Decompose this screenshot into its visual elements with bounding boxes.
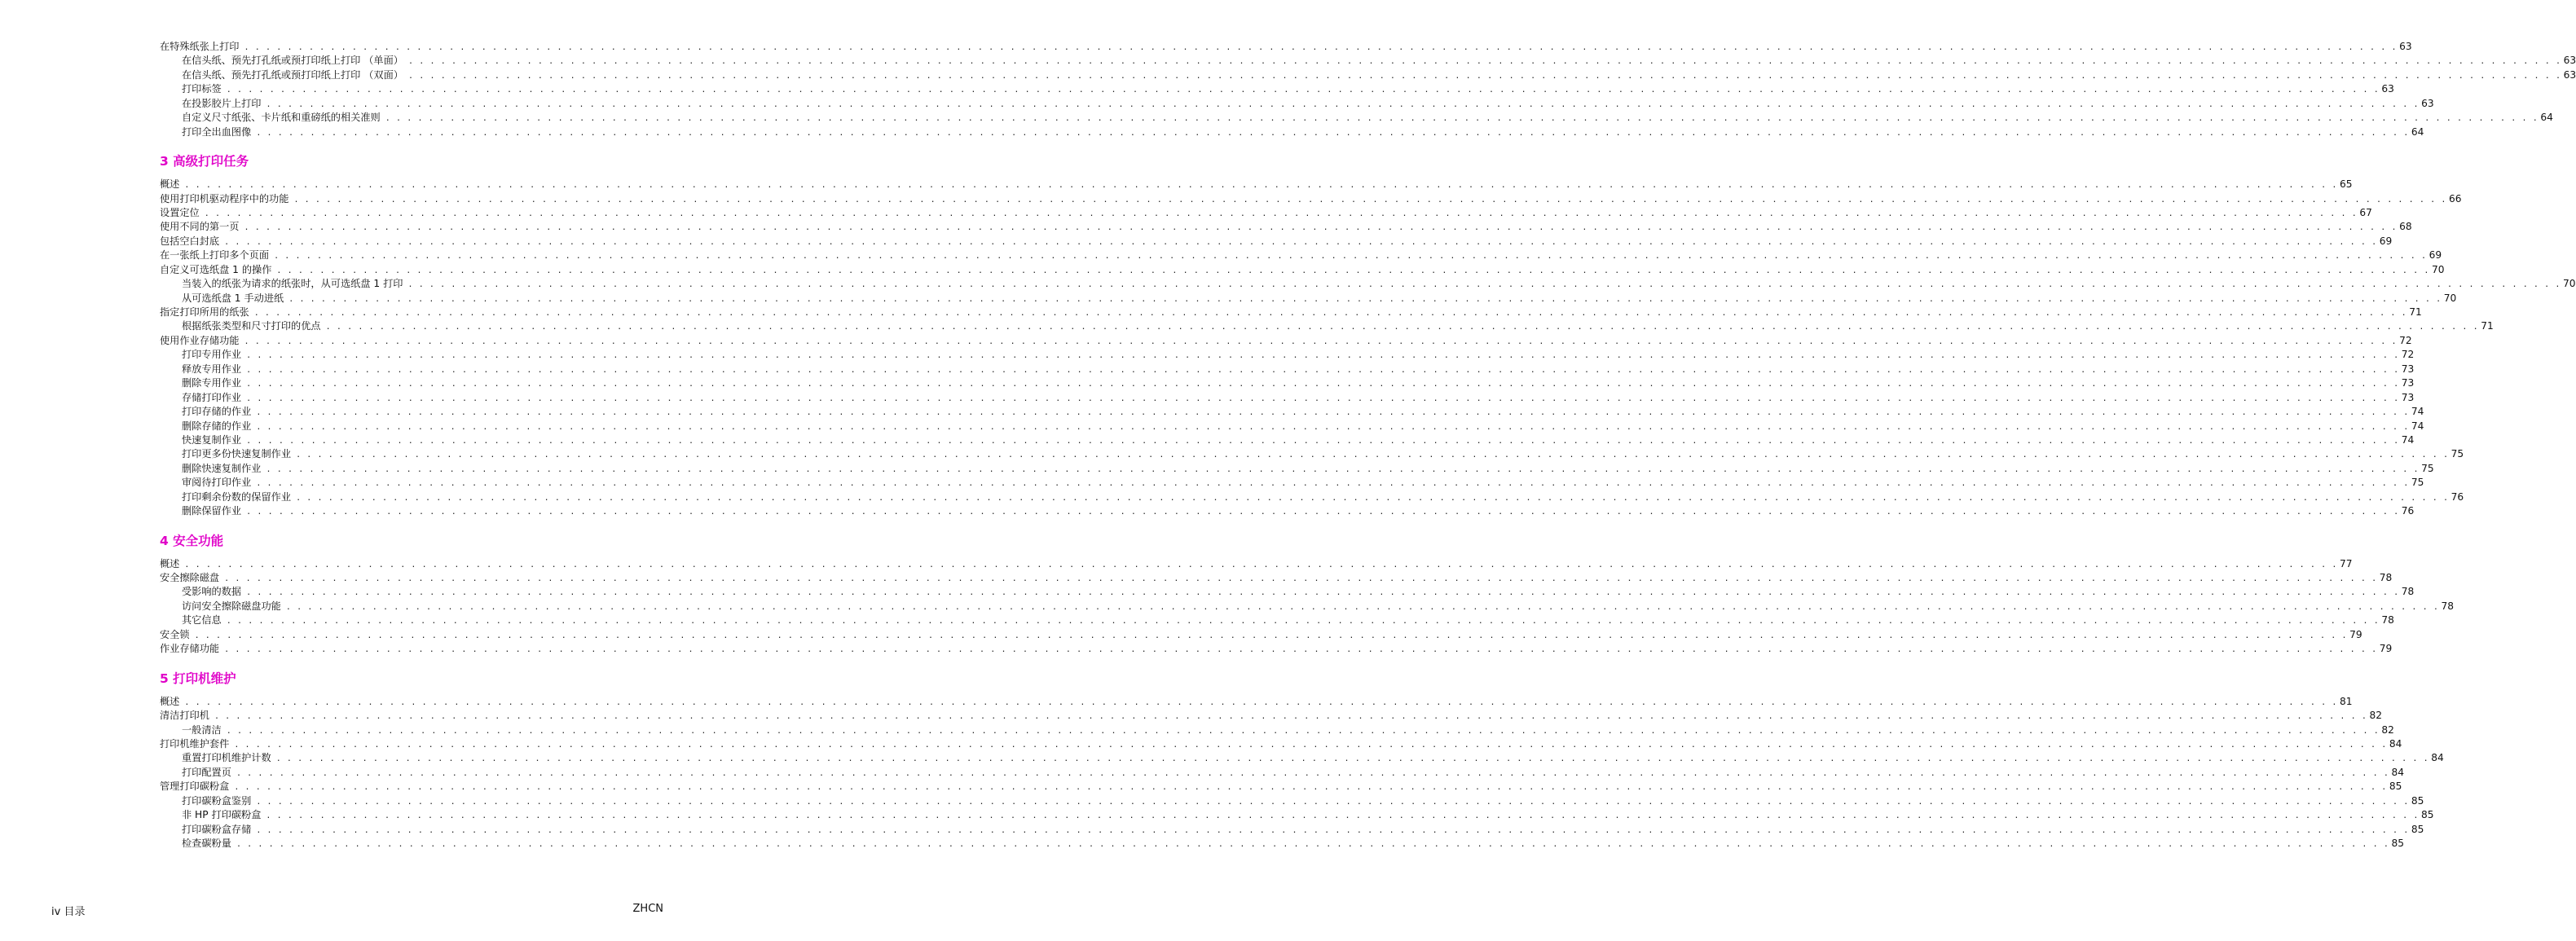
dot-leader: . . . . . . . . . . . . . . . . . . . . . . . . . . . . . . . . . . . . . . . . . . . . . . . . . . . . . . . . . . . . . . . . . . . . . . . . . . . . . . . . . . . . . . . . . . . . . . . . . . . . . . . . . . . . . . . . . . . . . . . . . . . . . . . . . . . . . . . . . . . . . . . . . . . . . . . . . . . . . . . . . . . . . . . . . . . . . . . . . . . . . . . . . . . . . . . . . . . . . . . . bbox=[266, 811, 2419, 821]
dot-leader: . . . . . . . . . . . . . . . . . . . . . . . . . . . . . . . . . . . . . . . . . . . . . . . . . . . . . . . . . . . . . . . . . . . . . . . . . . . . . . . . . . . . . . . . . . . . . . . . . . . . . . . . . . . . . . . . . . . . . . . . . . . . . . . . . . . . . . . . . . . . . . . . . . . . . . . . . . . . . . . . . . . . . . . . . . . . . . . . . . . . . . . . . . . . . . . . . . . . . . . . bbox=[244, 336, 2398, 346]
dot-leader: . . . . . . . . . . . . . . . . . . . . . . . . . . . . . . . . . . . . . . . . . . . . . . . . . . . . . . . . . . . . . . . . . . . . . . . . . . . . . . . . . . . . . . . . . . . . . . . . . . . . . . . . . . . . . . . . . . . . . . . . . . . . . . . . . . . . . . . . . . . . . . . . . . . . . . . . . . . . . . . . . . . . . . . . . . . . . . . . . . . . . . . . . . . . . . . . . . . . . . . . bbox=[253, 309, 2407, 318]
toc-entry-page-number: 85 bbox=[2411, 794, 2424, 807]
toc-subentry[interactable] bbox=[160, 376, 2415, 390]
toc-entry-page-number: 85 bbox=[2411, 823, 2424, 835]
toc-entry-page-number: 67 bbox=[2359, 206, 2372, 218]
dot-leader: . . . . . . . . . . . . . . . . . . . . . . . . . . . . . . . . . . . . . . . . . . . . . . . . . . . . . . . . . . . . . . . . . . . . . . . . . . . . . . . . . . . . . . . . . . . . . . . . . . . . . . . . . . . . . . . . . . . . . . . . . . . . . . . . . . . . . . . . . . . . . . . . . . . . . . . . . . . . . . . . . . . . . . . . . . . . . . . . . . . . . . . . . . . . . . . . . . . . . . . . bbox=[408, 71, 2561, 81]
footer-page-label: iv 目录 bbox=[51, 906, 86, 918]
toc-entry-title: 打印更多份快速复制作业 bbox=[182, 448, 292, 460]
toc-entry-title: 概述 bbox=[160, 178, 180, 191]
toc-entry-page-number: 72 bbox=[2399, 334, 2412, 346]
toc-entry-page-number: 64 bbox=[2540, 112, 2553, 124]
toc-subentry[interactable] bbox=[160, 794, 2424, 808]
toc-entry[interactable] bbox=[160, 695, 2353, 709]
toc-entry-title: 删除保留作业 bbox=[182, 505, 242, 517]
toc-entry-title: 打印碳粉盒鉴别 bbox=[182, 794, 252, 807]
toc-subentry[interactable] bbox=[160, 405, 2424, 419]
toc-entry-page-number: 78 bbox=[2441, 600, 2454, 612]
dot-leader: . . . . . . . . . . . . . . . . . . . . . . . . . . . . . . . . . . . . . . . . . . . . . . . . . . . . . . . . . . . . . . . . . . . . . . . . . . . . . . . . . . . . . . . . . . . . . . . . . . . . . . . . . . . . . . . . . . . . . . . . . . . . . . . . . . . . . . . . . . . . . . . . . . . . . . . . . . . . . . . . . . . . . . . . . . . . . . . . . . . . . . . . . . . . . . . . . . . . . . . . bbox=[246, 365, 2399, 375]
toc-entry-title: 检查碳粉量 bbox=[182, 838, 231, 849]
toc-subentry[interactable] bbox=[160, 319, 2494, 333]
toc-entry-page-number: 63 bbox=[2563, 68, 2576, 81]
toc-subentry[interactable] bbox=[160, 54, 2576, 68]
toc-entry-title: 在信头纸、预先打孔纸或预打印纸上打印 （单面） bbox=[182, 55, 403, 67]
dot-leader: . . . . . . . . . . . . . . . . . . . . . . . . . . . . . . . . . . . . . . . . . . . . . . . . . . . . . . . . . . . . . . . . . . . . . . . . . . . . . . . . . . . . . . . . . . . . . . . . . . . . . . . . . . . . . . . . . . . . . . . . . . . . . . . . . . . . . . . . . . . . . . . . . . . . . . . . . . . . . . . . . . . . . . . . . . . . . . . . . . . . . . . . . . . . . . . . . . . . . . . . bbox=[296, 451, 2449, 460]
dot-leader: . . . . . . . . . . . . . . . . . . . . . . . . . . . . . . . . . . . . . . . . . . . . . . . . . . . . . . . . . . . . . . . . . . . . . . . . . . . . . . . . . . . . . . . . . . . . . . . . . . . . . . . . . . . . . . . . . . . . . . . . . . . . . . . . . . . . . . . . . . . . . . . . . . . . . . . . . . . . . . . . . . . . . . . . . . . . . . . . . . . . . . . . . . . . . . . . . . . . . . . . bbox=[296, 493, 2449, 503]
dot-leader: . . . . . . . . . . . . . . . . . . . . . . . . . . . . . . . . . . . . . . . . . . . . . . . . . . . . . . . . . . . . . . . . . . . . . . . . . . . . . . . . . . . . . . . . . . . . . . . . . . . . . . . . . . . . . . . . . . . . . . . . . . . . . . . . . . . . . . . . . . . . . . . . . . . . . . . . . . . . . . . . . . . . . . . . . . . . . . . . . . . . . . . . . . . . . . . . . . . . . . . . bbox=[236, 840, 2389, 849]
toc-entry-title: 打印存储的作业 bbox=[182, 406, 252, 418]
toc-entry-title: 当装入的纸张为请求的纸张时，从可选纸盘 1 打印 bbox=[182, 278, 403, 290]
dot-leader: . . . . . . . . . . . . . . . . . . . . . . . . . . . . . . . . . . . . . . . . . . . . . . . . . . . . . . . . . . . . . . . . . . . . . . . . . . . . . . . . . . . . . . . . . . . . . . . . . . . . . . . . . . . . . . . . . . . . . . . . . . . . . . . . . . . . . . . . . . . . . . . . . . . . . . . . . . . . . . . . . . . . . . . . . . . . . . . . . . . . . . . . . . . . . . . . . . . . . . . . bbox=[224, 645, 2377, 655]
toc-entry-title: 受影响的数据 bbox=[182, 586, 242, 598]
toc-entry[interactable] bbox=[160, 780, 2402, 794]
dot-leader: . . . . . . . . . . . . . . . . . . . . . . . . . . . . . . . . . . . . . . . . . . . . . . . . . . . . . . . . . . . . . . . . . . . . . . . . . . . . . . . . . . . . . . . . . . . . . . . . . . . . . . . . . . . . . . . . . . . . . . . . . . . . . . . . . . . . . . . . . . . . . . . . . . . . . . . . . . . . . . . . . . . . . . . . . . . . . . . . . . . . . . . . . . . . . . . . . . . . . . . . bbox=[256, 408, 2409, 418]
toc-entry[interactable] bbox=[160, 235, 2393, 248]
toc-entry-title: 自定义尺寸纸张、卡片纸和重磅纸的相关准则 bbox=[182, 112, 381, 124]
dot-leader: . . . . . . . . . . . . . . . . . . . . . . . . . . . . . . . . . . . . . . . . . . . . . . . . . . . . . . . . . . . . . . . . . . . . . . . . . . . . . . . . . . . . . . . . . . . . . . . . . . . . . . . . . . . . . . . . . . . . . . . . . . . . . . . . . . . . . . . . . . . . . . . . . . . . . . . . . . . . . . . . . . . . . . . . . . . . . . . . . . . . . . . . . . . . . . . . . . . . . . . . bbox=[274, 252, 2427, 262]
toc-entry-title: 安全锁 bbox=[160, 628, 190, 640]
footer-locale-code: ZHCN bbox=[632, 903, 663, 915]
toc-subentry[interactable] bbox=[160, 97, 2434, 111]
dot-leader: . . . . . . . . . . . . . . . . . . . . . . . . . . . . . . . . . . . . . . . . . . . . . . . . . . . . . . . . . . . . . . . . . . . . . . . . . . . . . . . . . . . . . . . . . . . . . . . . . . . . . . . . . . . . . . . . . . . . . . . . . . . . . . . . . . . . . . . . . . . . . . . . . . . . . . . . . . . . . . . . . . . . . . . . . . . . . . . . . . . . . . . . . . . . . . . . . . . . . . . . bbox=[407, 280, 2561, 290]
toc-entry-page-number: 63 bbox=[2563, 55, 2576, 67]
dot-leader: . . . . . . . . . . . . . . . . . . . . . . . . . . . . . . . . . . . . . . . . . . . . . . . . . . . . . . . . . . . . . . . . . . . . . . . . . . . . . . . . . . . . . . . . . . . . . . . . . . . . . . . . . . . . . . . . . . . . . . . . . . . . . . . . . . . . . . . . . . . . . . . . . . . . . . . . . . . . . . . . . . . . . . . . . . . . . . . . . . . . . . . . . . . . . . . . . . . . . . . . bbox=[244, 43, 2398, 52]
dot-leader: . . . . . . . . . . . . . . . . . . . . . . . . . . . . . . . . . . . . . . . . . . . . . . . . . . . . . . . . . . . . . . . . . . . . . . . . . . . . . . . . . . . . . . . . . . . . . . . . . . . . . . . . . . . . . . . . . . . . . . . . . . . . . . . . . . . . . . . . . . . . . . . . . . . . . . . . . . . . . . . . . . . . . . . . . . . . . . . . . . . . . . . . . . . . . . . . . . . . . . . . bbox=[385, 114, 2539, 124]
toc-subentry[interactable] bbox=[160, 348, 2415, 362]
toc-subentry[interactable] bbox=[160, 808, 2434, 822]
toc-entry-title: 重置打印机维护计数 bbox=[182, 752, 271, 764]
dot-leader: . . . . . . . . . . . . . . . . . . . . . . . . . . . . . . . . . . . . . . . . . . . . . . . . . . . . . . . . . . . . . . . . . . . . . . . . . . . . . . . . . . . . . . . . . . . . . . . . . . . . . . . . . . . . . . . . . . . . . . . . . . . . . . . . . . . . . . . . . . . . . . . . . . . . . . . . . . . . . . . . . . . . . . . . . . . . . . . . . . . . . . . . . . . . . . . . . . . . . . . . bbox=[246, 588, 2399, 598]
toc-entry[interactable] bbox=[160, 248, 2442, 262]
dot-leader: . . . . . . . . . . . . . . . . . . . . . . . . . . . . . . . . . . . . . . . . . . . . . . . . . . . . . . . . . . . . . . . . . . . . . . . . . . . . . . . . . . . . . . . . . . . . . . . . . . . . . . . . . . . . . . . . . . . . . . . . . . . . . . . . . . . . . . . . . . . . . . . . . . . . . . . . . . . . . . . . . . . . . . . . . . . . . . . . . . . . . . . . . . . . . . . . . . . . . . . . bbox=[275, 754, 2429, 764]
toc-entry[interactable] bbox=[160, 737, 2402, 751]
toc-entry-page-number: 71 bbox=[2481, 320, 2494, 332]
toc-subentry[interactable] bbox=[160, 837, 2405, 851]
toc-subentry[interactable] bbox=[160, 447, 2464, 461]
toc-entry-page-number: 78 bbox=[2381, 614, 2394, 627]
dot-leader: . . . . . . . . . . . . . . . . . . . . . . . . . . . . . . . . . . . . . . . . . . . . . . . . . . . . . . . . . . . . . . . . . . . . . . . . . . . . . . . . . . . . . . . . . . . . . . . . . . . . . . . . . . . . . . . . . . . . . . . . . . . . . . . . . . . . . . . . . . . . . . . . . . . . . . . . . . . . . . . . . . . . . . . . . . . . . . . . . . . . . . . . . . . . . . . . . . . . . . . . bbox=[224, 574, 2377, 583]
toc-entry-page-number: 85 bbox=[2389, 781, 2402, 793]
dot-leader: . . . . . . . . . . . . . . . . . . . . . . . . . . . . . . . . . . . . . . . . . . . . . . . . . . . . . . . . . . . . . . . . . . . . . . . . . . . . . . . . . . . . . . . . . . . . . . . . . . . . . . . . . . . . . . . . . . . . . . . . . . . . . . . . . . . . . . . . . . . . . . . . . . . . . . . . . . . . . . . . . . . . . . . . . . . . . . . . . . . . . . . . . . . . . . . . . . . . . . . . bbox=[276, 266, 2429, 275]
toc-entry-title: 打印全出血图像 bbox=[182, 125, 252, 138]
toc-entry-page-number: 84 bbox=[2391, 766, 2405, 778]
dot-leader: . . . . . . . . . . . . . . . . . . . . . . . . . . . . . . . . . . . . . . . . . . . . . . . . . . . . . . . . . . . . . . . . . . . . . . . . . . . . . . . . . . . . . . . . . . . . . . . . . . . . . . . . . . . . . . . . . . . . . . . . . . . . . . . . . . . . . . . . . . . . . . . . . . . . . . . . . . . . . . . . . . . . . . . . . . . . . . . . . . . . . . . . . . . . . . . . . . . . . . . . bbox=[246, 394, 2399, 403]
toc-subentry[interactable] bbox=[160, 476, 2424, 490]
toc-entry-page-number: 63 bbox=[2399, 41, 2412, 52]
toc-entry-page-number: 84 bbox=[2431, 752, 2444, 764]
toc-entry-title: 包括空白封底 bbox=[160, 235, 220, 247]
toc-entry-title: 使用作业存储功能 bbox=[160, 334, 240, 346]
toc-entry-title: 一般清洁 bbox=[182, 723, 222, 736]
toc-entry-title: 安全擦除磁盘 bbox=[160, 572, 220, 583]
dot-leader: . . . . . . . . . . . . . . . . . . . . . . . . . . . . . . . . . . . . . . . . . . . . . . . . . . . . . . . . . . . . . . . . . . . . . . . . . . . . . . . . . . . . . . . . . . . . . . . . . . . . . . . . . . . . . . . . . . . . . . . . . . . . . . . . . . . . . . . . . . . . . . . . . . . . . . . . . . . . . . . . . . . . . . . . . . . . . . . . . . . . . . . . . . . . . . . . . . . . . . . . bbox=[246, 351, 2399, 361]
toc-entry-title: 自定义可选纸盘 1 的操作 bbox=[160, 263, 272, 275]
toc-subentry[interactable] bbox=[160, 82, 2394, 96]
toc-entry-title: 打印专用作业 bbox=[182, 349, 242, 361]
dot-leader: . . . . . . . . . . . . . . . . . . . . . . . . . . . . . . . . . . . . . . . . . . . . . . . . . . . . . . . . . . . . . . . . . . . . . . . . . . . . . . . . . . . . . . . . . . . . . . . . . . . . . . . . . . . . . . . . . . . . . . . . . . . . . . . . . . . . . . . . . . . . . . . . . . . . . . . . . . . . . . . . . . . . . . . . . . . . . . . . . . . . . . . . . . . . . . . . . . . . . . . . bbox=[204, 209, 2358, 218]
toc-entry-title: 概述 bbox=[160, 557, 180, 569]
toc-entry-page-number: 76 bbox=[2401, 505, 2415, 517]
dot-leader: . . . . . . . . . . . . . . . . . . . . . . . . . . . . . . . . . . . . . . . . . . . . . . . . . . . . . . . . . . . . . . . . . . . . . . . . . . . . . . . . . . . . . . . . . . . . . . . . . . . . . . . . . . . . . . . . . . . . . . . . . . . . . . . . . . . . . . . . . . . . . . . . . . . . . . . . . . . . . . . . . . . . . . . . . . . . . . . . . . . . . . . . . . . . . . . . . . . . . . . . bbox=[234, 740, 2387, 750]
toc-subentry[interactable] bbox=[160, 125, 2424, 139]
toc-entry-page-number: 64 bbox=[2411, 125, 2424, 138]
toc-entry[interactable] bbox=[160, 642, 2393, 656]
dot-leader: . . . . . . . . . . . . . . . . . . . . . . . . . . . . . . . . . . . . . . . . . . . . . . . . . . . . . . . . . . . . . . . . . . . . . . . . . . . . . . . . . . . . . . . . . . . . . . . . . . . . . . . . . . . . . . . . . . . . . . . . . . . . . . . . . . . . . . . . . . . . . . . . . . . . . . . . . . . . . . . . . . . . . . . . . . . . . . . . . . . . . . . . . . . . . . . . . . . . . . . . bbox=[226, 86, 2380, 95]
toc-entry-page-number: 66 bbox=[2449, 192, 2462, 204]
toc-entry-title: 从可选纸盘 1 手动进纸 bbox=[182, 292, 284, 304]
toc-entry-page-number: 78 bbox=[2401, 586, 2415, 598]
toc-subentry[interactable] bbox=[160, 292, 2457, 306]
toc-entry-title: 打印碳粉盒存储 bbox=[182, 823, 252, 835]
dot-leader: . . . . . . . . . . . . . . . . . . . . . . . . . . . . . . . . . . . . . . . . . . . . . . . . . . . . . . . . . . . . . . . . . . . . . . . . . . . . . . . . . . . . . . . . . . . . . . . . . . . . . . . . . . . . . . . . . . . . . . . . . . . . . . . . . . . . . . . . . . . . . . . . . . . . . . . . . . . . . . . . . . . . . . . . . . . . . . . . . . . . . . . . . . . . . . . . . . . . . . . . bbox=[184, 560, 2337, 569]
toc-entry-page-number: 79 bbox=[2349, 628, 2362, 640]
toc-entry[interactable] bbox=[160, 306, 2422, 319]
toc-entry[interactable] bbox=[160, 178, 2353, 191]
toc-entry-page-number: 69 bbox=[2428, 249, 2442, 262]
toc-entry-page-number: 63 bbox=[2421, 97, 2434, 109]
toc-entry-page-number: 78 bbox=[2379, 572, 2393, 583]
dot-leader: . . . . . . . . . . . . . . . . . . . . . . . . . . . . . . . . . . . . . . . . . . . . . . . . . . . . . . . . . . . . . . . . . . . . . . . . . . . . . . . . . . . . . . . . . . . . . . . . . . . . . . . . . . . . . . . . . . . . . . . . . . . . . . . . . . . . . . . . . . . . . . . . . . . . . . . . . . . . . . . . . . . . . . . . . . . . . . . . . . . . . . . . . . . . . . . . . . . . . . . . bbox=[236, 768, 2389, 778]
toc-entry-page-number: 81 bbox=[2339, 695, 2353, 707]
toc-entry-page-number: 85 bbox=[2420, 809, 2434, 821]
toc-section bbox=[160, 40, 2576, 139]
toc-section bbox=[160, 669, 2444, 851]
toc-entry-title: 删除快速复制作业 bbox=[182, 462, 262, 474]
toc-entry-page-number: 79 bbox=[2379, 643, 2393, 655]
toc-entry-title: 其它信息 bbox=[182, 614, 222, 627]
toc-entry-title: 访问安全擦除磁盘功能 bbox=[182, 600, 281, 612]
dot-leader: . . . . . . . . . . . . . . . . . . . . . . . . . . . . . . . . . . . . . . . . . . . . . . . . . . . . . . . . . . . . . . . . . . . . . . . . . . . . . . . . . . . . . . . . . . . . . . . . . . . . . . . . . . . . . . . . . . . . . . . . . . . . . . . . . . . . . . . . . . . . . . . . . . . . . . . . . . . . . . . . . . . . . . . . . . . . . . . . . . . . . . . . . . . . . . . . . . . . . . . . bbox=[246, 436, 2399, 446]
toc-entry-page-number: 68 bbox=[2399, 221, 2412, 233]
toc-entry-title: 指定打印所用的纸张 bbox=[160, 306, 249, 318]
chapter-heading: 4 安全功能 bbox=[160, 533, 224, 548]
dot-leader: . . . . . . . . . . . . . . . . . . . . . . . . . . . . . . . . . . . . . . . . . . . . . . . . . . . . . . . . . . . . . . . . . . . . . . . . . . . . . . . . . . . . . . . . . . . . . . . . . . . . . . . . . . . . . . . . . . . . . . . . . . . . . . . . . . . . . . . . . . . . . . . . . . . . . . . . . . . . . . . . . . . . . . . . . . . . . . . . . . . . . . . . . . . . . . . . . . . . . . . . bbox=[408, 57, 2561, 67]
toc-entry[interactable] bbox=[160, 557, 2353, 571]
toc-subentry[interactable] bbox=[160, 111, 2553, 125]
toc-entry-page-number: 63 bbox=[2381, 83, 2394, 95]
toc-entry-title: 释放专用作业 bbox=[182, 363, 242, 375]
toc-entry-title: 非 HP 打印碳粉盒 bbox=[182, 809, 262, 821]
toc-entry-title: 使用打印机驱动程序中的功能 bbox=[160, 192, 289, 204]
toc-entry-page-number: 76 bbox=[2451, 490, 2464, 503]
dot-leader: . . . . . . . . . . . . . . . . . . . . . . . . . . . . . . . . . . . . . . . . . . . . . . . . . . . . . . . . . . . . . . . . . . . . . . . . . . . . . . . . . . . . . . . . . . . . . . . . . . . . . . . . . . . . . . . . . . . . . . . . . . . . . . . . . . . . . . . . . . . . . . . . . . . . . . . . . . . . . . . . . . . . . . . . . . . . . . . . . . . . . . . . . . . . . . . . . . . . . . . . bbox=[184, 697, 2337, 707]
toc-subentry[interactable] bbox=[160, 420, 2424, 433]
toc-entry-page-number: 73 bbox=[2401, 363, 2415, 375]
toc-entry-page-number: 73 bbox=[2401, 391, 2415, 403]
dot-leader: . . . . . . . . . . . . . . . . . . . . . . . . . . . . . . . . . . . . . . . . . . . . . . . . . . . . . . . . . . . . . . . . . . . . . . . . . . . . . . . . . . . . . . . . . . . . . . . . . . . . . . . . . . . . . . . . . . . . . . . . . . . . . . . . . . . . . . . . . . . . . . . . . . . . . . . . . . . . . . . . . . . . . . . . . . . . . . . . . . . . . . . . . . . . . . . . . . . . . . . . bbox=[234, 783, 2387, 793]
toc-entry-page-number: 69 bbox=[2379, 235, 2393, 247]
toc-entry-title: 在投影胶片上打印 bbox=[182, 97, 262, 109]
dot-leader: . . . . . . . . . . . . . . . . . . . . . . . . . . . . . . . . . . . . . . . . . . . . . . . . . . . . . . . . . . . . . . . . . . . . . . . . . . . . . . . . . . . . . . . . . . . . . . . . . . . . . . . . . . . . . . . . . . . . . . . . . . . . . . . . . . . . . . . . . . . . . . . . . . . . . . . . . . . . . . . . . . . . . . . . . . . . . . . . . . . . . . . . . . . . . . . . . . . . . . . . bbox=[256, 825, 2409, 835]
toc-entry-page-number: 84 bbox=[2389, 737, 2402, 750]
toc-entry-title: 管理打印碳粉盒 bbox=[160, 781, 230, 793]
dot-leader: . . . . . . . . . . . . . . . . . . . . . . . . . . . . . . . . . . . . . . . . . . . . . . . . . . . . . . . . . . . . . . . . . . . . . . . . . . . . . . . . . . . . . . . . . . . . . . . . . . . . . . . . . . . . . . . . . . . . . . . . . . . . . . . . . . . . . . . . . . . . . . . . . . . . . . . . . . . . . . . . . . . . . . . . . . . . . . . . . . . . . . . . . . . . . . . . . . . . . . . . bbox=[246, 508, 2399, 517]
toc-entry-title: 在特殊纸张上打印 bbox=[160, 41, 240, 52]
toc-subentry[interactable] bbox=[160, 277, 2576, 291]
toc-entry-page-number: 65 bbox=[2339, 178, 2353, 191]
dot-leader: . . . . . . . . . . . . . . . . . . . . . . . . . . . . . . . . . . . . . . . . . . . . . . . . . . . . . . . . . . . . . . . . . . . . . . . . . . . . . . . . . . . . . . . . . . . . . . . . . . . . . . . . . . . . . . . . . . . . . . . . . . . . . . . . . . . . . . . . . . . . . . . . . . . . . . . . . . . . . . . . . . . . . . . . . . . . . . . . . . . . . . . . . . . . . . . . . . . . . . . . bbox=[293, 195, 2447, 204]
toc-subentry[interactable] bbox=[160, 504, 2415, 518]
toc-subentry[interactable] bbox=[160, 68, 2576, 82]
toc-entry-page-number: 77 bbox=[2339, 557, 2353, 569]
toc-entry-title: 概述 bbox=[160, 695, 180, 707]
toc-entry-page-number: 82 bbox=[2369, 710, 2383, 722]
toc-entry-page-number: 70 bbox=[2431, 263, 2445, 275]
toc-entry-page-number: 75 bbox=[2411, 477, 2424, 489]
toc-subentry[interactable] bbox=[160, 462, 2434, 476]
toc-subentry[interactable] bbox=[160, 363, 2415, 376]
toc-entry-title: 存储打印作业 bbox=[182, 391, 242, 403]
toc-entry[interactable] bbox=[160, 220, 2412, 234]
dot-leader: . . . . . . . . . . . . . . . . . . . . . . . . . . . . . . . . . . . . . . . . . . . . . . . . . . . . . . . . . . . . . . . . . . . . . . . . . . . . . . . . . . . . . . . . . . . . . . . . . . . . . . . . . . . . . . . . . . . . . . . . . . . . . . . . . . . . . . . . . . . . . . . . . . . . . . . . . . . . . . . . . . . . . . . . . . . . . . . . . . . . . . . . . . . . . . . . . . . . . . . . bbox=[256, 797, 2409, 807]
toc-entry-page-number: 75 bbox=[2451, 448, 2464, 460]
dot-leader: . . . . . . . . . . . . . . . . . . . . . . . . . . . . . . . . . . . . . . . . . . . . . . . . . . . . . . . . . . . . . . . . . . . . . . . . . . . . . . . . . . . . . . . . . . . . . . . . . . . . . . . . . . . . . . . . . . . . . . . . . . . . . . . . . . . . . . . . . . . . . . . . . . . . . . . . . . . . . . . . . . . . . . . . . . . . . . . . . . . . . . . . . . . . . . . . . . . . . . . . bbox=[288, 294, 2442, 304]
toc-entry[interactable] bbox=[160, 571, 2393, 585]
toc-entry[interactable] bbox=[160, 628, 2362, 642]
toc-section bbox=[160, 152, 2576, 519]
dot-leader: . . . . . . . . . . . . . . . . . . . . . . . . . . . . . . . . . . . . . . . . . . . . . . . . . . . . . . . . . . . . . . . . . . . . . . . . . . . . . . . . . . . . . . . . . . . . . . . . . . . . . . . . . . . . . . . . . . . . . . . . . . . . . . . . . . . . . . . . . . . . . . . . . . . . . . . . . . . . . . . . . . . . . . . . . . . . . . . . . . . . . . . . . . . . . . . . . . . . . . . . bbox=[266, 99, 2420, 109]
toc-entry-page-number: 74 bbox=[2411, 406, 2424, 418]
dot-leader: . . . . . . . . . . . . . . . . . . . . . . . . . . . . . . . . . . . . . . . . . . . . . . . . . . . . . . . . . . . . . . . . . . . . . . . . . . . . . . . . . . . . . . . . . . . . . . . . . . . . . . . . . . . . . . . . . . . . . . . . . . . . . . . . . . . . . . . . . . . . . . . . . . . . . . . . . . . . . . . . . . . . . . . . . . . . . . . . . . . . . . . . . . . . . . . . . . . . . . . . bbox=[266, 464, 2420, 474]
toc-subentry[interactable] bbox=[160, 433, 2415, 447]
toc-entry-title: 作业存储功能 bbox=[160, 643, 220, 655]
toc-entry-page-number: 85 bbox=[2391, 838, 2405, 849]
toc-subentry[interactable] bbox=[160, 391, 2415, 405]
dot-leader: . . . . . . . . . . . . . . . . . . . . . . . . . . . . . . . . . . . . . . . . . . . . . . . . . . . . . . . . . . . . . . . . . . . . . . . . . . . . . . . . . . . . . . . . . . . . . . . . . . . . . . . . . . . . . . . . . . . . . . . . . . . . . . . . . . . . . . . . . . . . . . . . . . . . . . . . . . . . . . . . . . . . . . . . . . . . . . . . . . . . . . . . . . . . . . . . . . . . . . . . bbox=[246, 380, 2399, 389]
toc-subentry[interactable] bbox=[160, 613, 2394, 627]
toc-entry-page-number: 73 bbox=[2401, 377, 2415, 389]
toc-entry-page-number: 70 bbox=[2443, 292, 2457, 304]
toc-entry-title: 设置定位 bbox=[160, 206, 200, 218]
toc-subentry[interactable] bbox=[160, 751, 2444, 765]
toc-entry-page-number: 74 bbox=[2401, 433, 2415, 446]
toc-subentry[interactable] bbox=[160, 600, 2454, 613]
dot-leader: . . . . . . . . . . . . . . . . . . . . . . . . . . . . . . . . . . . . . . . . . . . . . . . . . . . . . . . . . . . . . . . . . . . . . . . . . . . . . . . . . . . . . . . . . . . . . . . . . . . . . . . . . . . . . . . . . . . . . . . . . . . . . . . . . . . . . . . . . . . . . . . . . . . . . . . . . . . . . . . . . . . . . . . . . . . . . . . . . . . . . . . . . . . . . . . . . . . . . . . . bbox=[256, 128, 2409, 138]
table-of-contents bbox=[160, 40, 2576, 851]
toc-entry[interactable] bbox=[160, 206, 2372, 220]
toc-entry-title: 清洁打印机 bbox=[160, 710, 209, 722]
dot-leader: . . . . . . . . . . . . . . . . . . . . . . . . . . . . . . . . . . . . . . . . . . . . . . . . . . . . . . . . . . . . . . . . . . . . . . . . . . . . . . . . . . . . . . . . . . . . . . . . . . . . . . . . . . . . . . . . . . . . . . . . . . . . . . . . . . . . . . . . . . . . . . . . . . . . . . . . . . . . . . . . . . . . . . . . . . . . . . . . . . . . . . . . . . . . . . . . . . . . . . . . bbox=[226, 726, 2380, 736]
toc-subentry[interactable] bbox=[160, 766, 2405, 780]
dot-leader: . . . . . . . . . . . . . . . . . . . . . . . . . . . . . . . . . . . . . . . . . . . . . . . . . . . . . . . . . . . . . . . . . . . . . . . . . . . . . . . . . . . . . . . . . . . . . . . . . . . . . . . . . . . . . . . . . . . . . . . . . . . . . . . . . . . . . . . . . . . . . . . . . . . . . . . . . . . . . . . . . . . . . . . . . . . . . . . . . . . . . . . . . . . . . . . . . . . . . . . . bbox=[325, 323, 2479, 332]
toc-entry-title: 打印机维护套件 bbox=[160, 737, 230, 750]
dot-leader: . . . . . . . . . . . . . . . . . . . . . . . . . . . . . . . . . . . . . . . . . . . . . . . . . . . . . . . . . . . . . . . . . . . . . . . . . . . . . . . . . . . . . . . . . . . . . . . . . . . . . . . . . . . . . . . . . . . . . . . . . . . . . . . . . . . . . . . . . . . . . . . . . . . . . . . . . . . . . . . . . . . . . . . . . . . . . . . . . . . . . . . . . . . . . . . . . . . . . . . . bbox=[226, 617, 2380, 627]
toc-entry-page-number: 72 bbox=[2401, 349, 2415, 361]
toc-entry-page-number: 70 bbox=[2563, 278, 2576, 290]
toc-subentry[interactable] bbox=[160, 723, 2394, 737]
toc-entry-page-number: 71 bbox=[2409, 306, 2422, 318]
dot-leader: . . . . . . . . . . . . . . . . . . . . . . . . . . . . . . . . . . . . . . . . . . . . . . . . . . . . . . . . . . . . . . . . . . . . . . . . . . . . . . . . . . . . . . . . . . . . . . . . . . . . . . . . . . . . . . . . . . . . . . . . . . . . . . . . . . . . . . . . . . . . . . . . . . . . . . . . . . . . . . . . . . . . . . . . . . . . . . . . . . . . . . . . . . . . . . . . . . . . . . . . bbox=[244, 223, 2398, 233]
dot-leader: . . . . . . . . . . . . . . . . . . . . . . . . . . . . . . . . . . . . . . . . . . . . . . . . . . . . . . . . . . . . . . . . . . . . . . . . . . . . . . . . . . . . . . . . . . . . . . . . . . . . . . . . . . . . . . . . . . . . . . . . . . . . . . . . . . . . . . . . . . . . . . . . . . . . . . . . . . . . . . . . . . . . . . . . . . . . . . . . . . . . . . . . . . . . . . . . . . . . . . . . bbox=[256, 479, 2409, 489]
toc-subentry[interactable] bbox=[160, 823, 2424, 837]
dot-leader: . . . . . . . . . . . . . . . . . . . . . . . . . . . . . . . . . . . . . . . . . . . . . . . . . . . . . . . . . . . . . . . . . . . . . . . . . . . . . . . . . . . . . . . . . . . . . . . . . . . . . . . . . . . . . . . . . . . . . . . . . . . . . . . . . . . . . . . . . . . . . . . . . . . . . . . . . . . . . . . . . . . . . . . . . . . . . . . . . . . . . . . . . . . . . . . . . . . . . . . . bbox=[224, 237, 2377, 247]
toc-section bbox=[160, 531, 2454, 657]
dot-leader: . . . . . . . . . . . . . . . . . . . . . . . . . . . . . . . . . . . . . . . . . . . . . . . . . . . . . . . . . . . . . . . . . . . . . . . . . . . . . . . . . . . . . . . . . . . . . . . . . . . . . . . . . . . . . . . . . . . . . . . . . . . . . . . . . . . . . . . . . . . . . . . . . . . . . . . . . . . . . . . . . . . . . . . . . . . . . . . . . . . . . . . . . . . . . . . . . . . . . . . . bbox=[256, 422, 2409, 432]
toc-subentry[interactable] bbox=[160, 585, 2415, 599]
chapter-heading: 5 打印机维护 bbox=[160, 671, 236, 686]
toc-entry-page-number: 75 bbox=[2421, 462, 2434, 474]
toc-entry-title: 打印配置页 bbox=[182, 766, 231, 778]
toc-entry-title: 快速复制作业 bbox=[182, 433, 242, 446]
toc-entry-title: 删除专用作业 bbox=[182, 377, 242, 389]
toc-entry-title: 打印标签 bbox=[182, 83, 222, 95]
dot-leader: . . . . . . . . . . . . . . . . . . . . . . . . . . . . . . . . . . . . . . . . . . . . . . . . . . . . . . . . . . . . . . . . . . . . . . . . . . . . . . . . . . . . . . . . . . . . . . . . . . . . . . . . . . . . . . . . . . . . . . . . . . . . . . . . . . . . . . . . . . . . . . . . . . . . . . . . . . . . . . . . . . . . . . . . . . . . . . . . . . . . . . . . . . . . . . . . . . . . . . . . bbox=[194, 631, 2348, 640]
chapter-heading: 3 高级打印任务 bbox=[160, 154, 249, 169]
dot-leader: . . . . . . . . . . . . . . . . . . . . . . . . . . . . . . . . . . . . . . . . . . . . . . . . . . . . . . . . . . . . . . . . . . . . . . . . . . . . . . . . . . . . . . . . . . . . . . . . . . . . . . . . . . . . . . . . . . . . . . . . . . . . . . . . . . . . . . . . . . . . . . . . . . . . . . . . . . . . . . . . . . . . . . . . . . . . . . . . . . . . . . . . . . . . . . . . . . . . . . . . bbox=[184, 181, 2337, 191]
toc-entry[interactable] bbox=[160, 40, 2412, 54]
toc-entry-page-number: 82 bbox=[2381, 723, 2394, 736]
toc-entry-title: 在信头纸、预先打孔纸或预打印纸上打印 （双面） bbox=[182, 68, 403, 81]
toc-entry-title: 使用不同的第一页 bbox=[160, 221, 240, 233]
dot-leader: . . . . . . . . . . . . . . . . . . . . . . . . . . . . . . . . . . . . . . . . . . . . . . . . . . . . . . . . . . . . . . . . . . . . . . . . . . . . . . . . . . . . . . . . . . . . . . . . . . . . . . . . . . . . . . . . . . . . . . . . . . . . . . . . . . . . . . . . . . . . . . . . . . . . . . . . . . . . . . . . . . . . . . . . . . . . . . . . . . . . . . . . . . . . . . . . . . . . . . . . bbox=[214, 712, 2367, 722]
toc-entry-page-number: 74 bbox=[2411, 420, 2424, 432]
toc-entry[interactable] bbox=[160, 709, 2383, 723]
toc-entry-title: 删除存储的作业 bbox=[182, 420, 252, 432]
toc-entry[interactable] bbox=[160, 192, 2462, 206]
toc-entry[interactable] bbox=[160, 334, 2412, 348]
toc-entry-title: 根据纸张类型和尺寸打印的优点 bbox=[182, 320, 321, 332]
dot-leader: . . . . . . . . . . . . . . . . . . . . . . . . . . . . . . . . . . . . . . . . . . . . . . . . . . . . . . . . . . . . . . . . . . . . . . . . . . . . . . . . . . . . . . . . . . . . . . . . . . . . . . . . . . . . . . . . . . . . . . . . . . . . . . . . . . . . . . . . . . . . . . . . . . . . . . . . . . . . . . . . . . . . . . . . . . . . . . . . . . . . . . . . . . . . . . . . . . . . . . . . bbox=[285, 602, 2439, 612]
toc-entry-title: 审阅待打印作业 bbox=[182, 477, 252, 489]
toc-subentry[interactable] bbox=[160, 490, 2464, 504]
toc-entry-title: 在一张纸上打印多个页面 bbox=[160, 249, 270, 262]
toc-entry-title: 打印剩余份数的保留作业 bbox=[182, 490, 292, 503]
toc-entry[interactable] bbox=[160, 263, 2445, 277]
